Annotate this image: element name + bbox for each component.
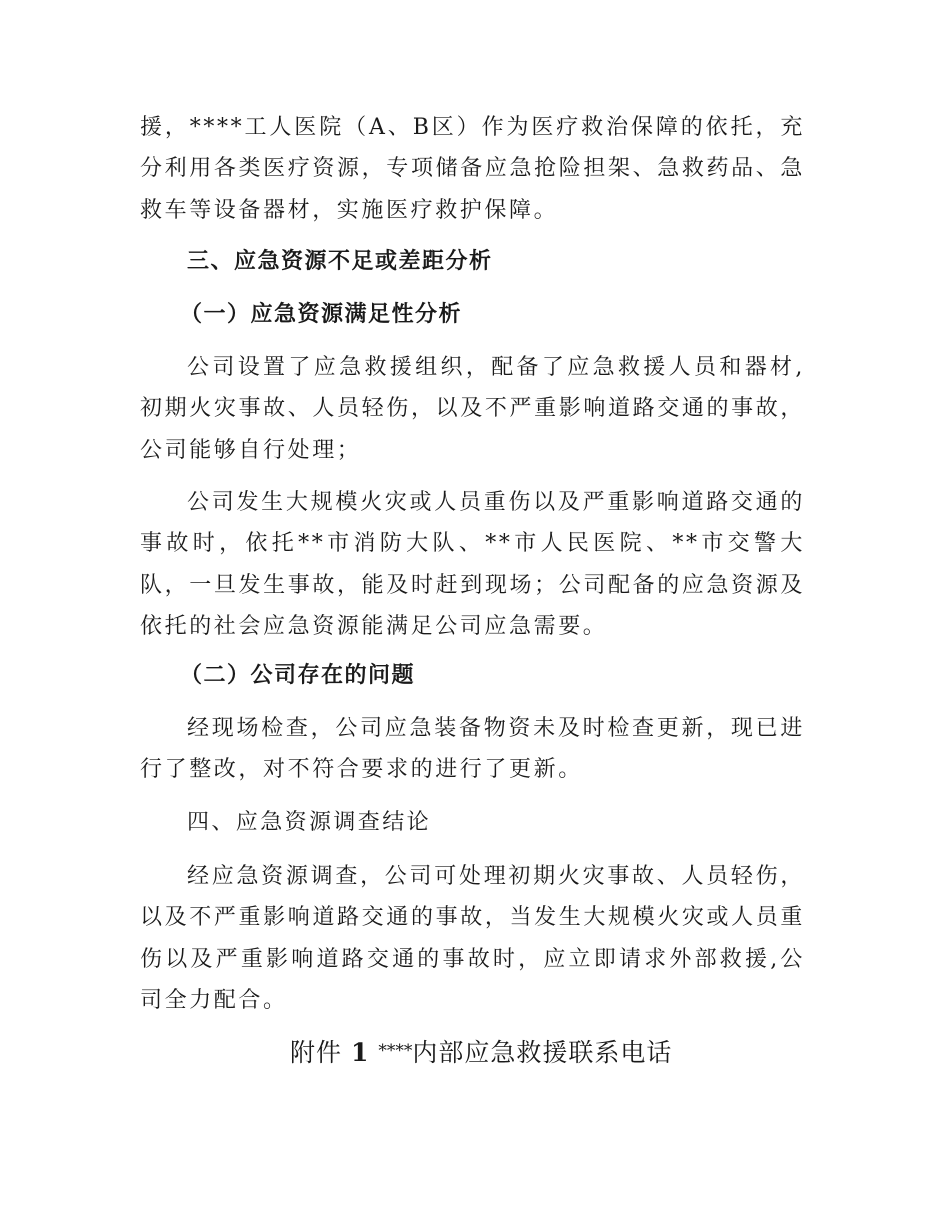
intro-paragraph: 援，****工人医院（A、B区）作为医疗救治保障的依托，充分利用各类医疗资源，专项储备应急抢险担架、急救药品、急救车等设备器材，实施医疗救护保障。 xyxy=(140,115,805,223)
attachment-prefix: 附件 xyxy=(290,1038,343,1067)
paragraph-1: 公司设置了应急救援组织，配备了应急救援人员和器材,初期火灾事故、人员轻伤，以及不严重影响道路交通的事故，公司能够自行处理； xyxy=(140,355,805,463)
section-4-heading: 四、应急资源调查结论 xyxy=(187,810,432,835)
attachment-name: 内部应急救援联系电话 xyxy=(412,1038,673,1067)
paragraph-2: 公司发生大规模火灾或人员重伤以及严重影响道路交通的事故时，依托**市消防大队、**市人民医院、**市交警大队，一旦发生事故，能及时赶到现场；公司配备的应急资源及依托的社会应急资源能满足公司应急需要。 xyxy=(140,490,805,639)
subsection-2-heading: （二）公司存在的问题 xyxy=(180,662,416,688)
attachment-title xyxy=(290,1036,672,1068)
paragraph-3: 经现场检查，公司应急装备物资未及时检查更新，现已进行了整改，对不符合要求的进行了更新。 xyxy=(140,716,805,783)
attachment-stars: **** xyxy=(378,1041,413,1061)
subsection-1-heading: （一）应急资源满足性分析 xyxy=(180,301,463,327)
section-3-heading: 三、应急资源不足或差距分析 xyxy=(187,248,493,274)
paragraph-4: 经应急资源调查，公司可处理初期火灾事故、人员轻伤，以及不严重影响道路交通的事故，当发生大规模火灾或人员重伤以及严重影响道路交通的事故时，应立即请求外部救援,公司全力配合。 xyxy=(140,864,805,1013)
attachment-number: 1 xyxy=(350,1038,370,1067)
